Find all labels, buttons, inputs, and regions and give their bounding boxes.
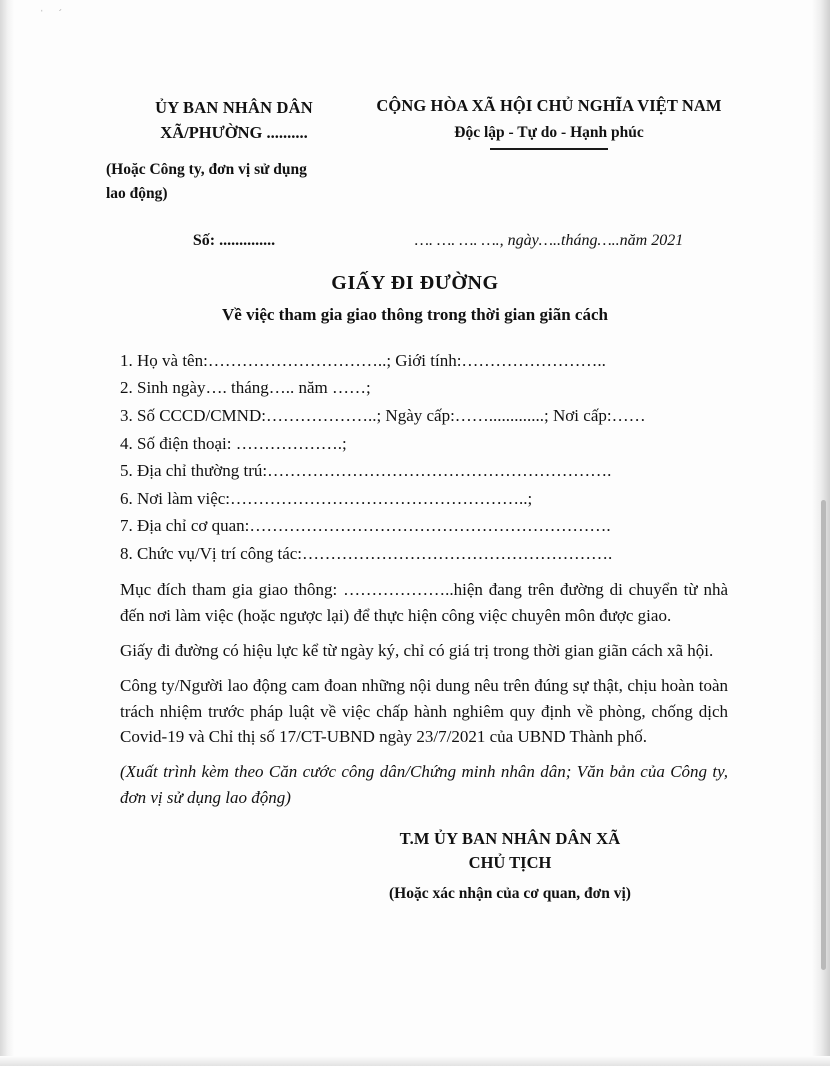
issuing-authority-note-line1: (Hoặc Công ty, đơn vị sử dụng (106, 161, 307, 178)
page-edge-bottom (0, 1056, 830, 1066)
body-paragraph: Mục đích tham gia giao thông: ………………..hiện đang trên đường di chuyển từ nhà đến nơi làm việc (hoặc ngược lại) để thực hiện công việc chuyên môn được giao. (120, 580, 728, 626)
form-fields (100, 347, 730, 567)
form-field-line: 1. Họ và tên:…………………………..; Giới tính:…………………….. (120, 350, 606, 370)
page-edge-left (0, 0, 14, 1066)
form-field-line: 5. Địa chỉ thường trú:……………………………………………………. (120, 461, 612, 481)
signature-authority: T.M ỦY BAN NHÂN DÂN XÃ (399, 828, 621, 848)
body-paragraph: Giấy đi đường có hiệu lực kể từ ngày ký, chỉ có giá trị trong thời gian giãn cách xã hội. (120, 640, 714, 660)
scan-artifact-marks: ˈ ˊ (40, 8, 69, 20)
page-subtitle: Về việc tham gia giao thông trong thời gian giãn cách (222, 304, 608, 324)
national-motto: Độc lập - Tự do - Hạnh phúc (454, 124, 644, 141)
issuing-authority-note-line2: lao động) (106, 185, 168, 203)
signature-position: CHỦ TỊCH (468, 852, 552, 872)
document-header (100, 96, 730, 206)
form-field-line: 7. Địa chỉ cơ quan:………………………………………………………. (120, 516, 611, 536)
page-title: GIẤY ĐI ĐƯỜNG (331, 271, 499, 294)
heading-divider (490, 148, 608, 150)
document-date: …. …. …. …., ngày…..tháng…..năm 2021 (414, 231, 684, 249)
reference-row (100, 232, 730, 250)
document-content (100, 96, 730, 903)
signature-block (100, 829, 730, 903)
body-paragraph-note: (Xuất trình kèm theo Căn cước công dân/Chứng minh nhân dân; Văn bản của Công ty, đơn vị sử dụng lao động) (120, 762, 728, 807)
form-field-line: 4. Số điện thoại: ……………….; (120, 433, 347, 453)
issuing-authority-block (100, 96, 368, 206)
document-number: Số: .............. (192, 231, 276, 249)
form-field-line: 6. Nơi làm việc:……………………………………………..; (120, 488, 533, 508)
signature-note: (Hoặc xác nhận của cơ quan, đơn vị) (389, 884, 631, 902)
form-field-line: 2. Sinh ngày…. tháng….. năm ……; (120, 378, 371, 398)
form-field-line: 8. Chức vụ/Vị trí công tác:………………………………………………. (120, 543, 613, 563)
scrollbar[interactable] (821, 500, 826, 970)
issuing-authority-line2: XÃ/PHƯỜNG .......... (160, 123, 308, 142)
form-field-line: 3. Số CCCD/CMND:………………..; Ngày cấp:…….............; Nơi cấp:…… (120, 406, 646, 425)
country-name: CỘNG HÒA XÃ HỘI CHỦ NGHĨA VIỆT NAM (376, 96, 722, 115)
issuing-authority-line1: ỦY BAN NHÂN DÂN (155, 98, 313, 117)
national-heading-block (368, 96, 730, 150)
body-paragraph: Công ty/Người lao động cam đoan những nội dung nêu trên đúng sự thật, chịu hoàn toàn trách nhiệm trước pháp luật về việc chấp hành nghiêm quy định về phòng, chống dịch Covid-19 và Chỉ thị số 17/CT-UBND ngày 23/7/2021 của UBND Thành phố. (120, 675, 728, 747)
